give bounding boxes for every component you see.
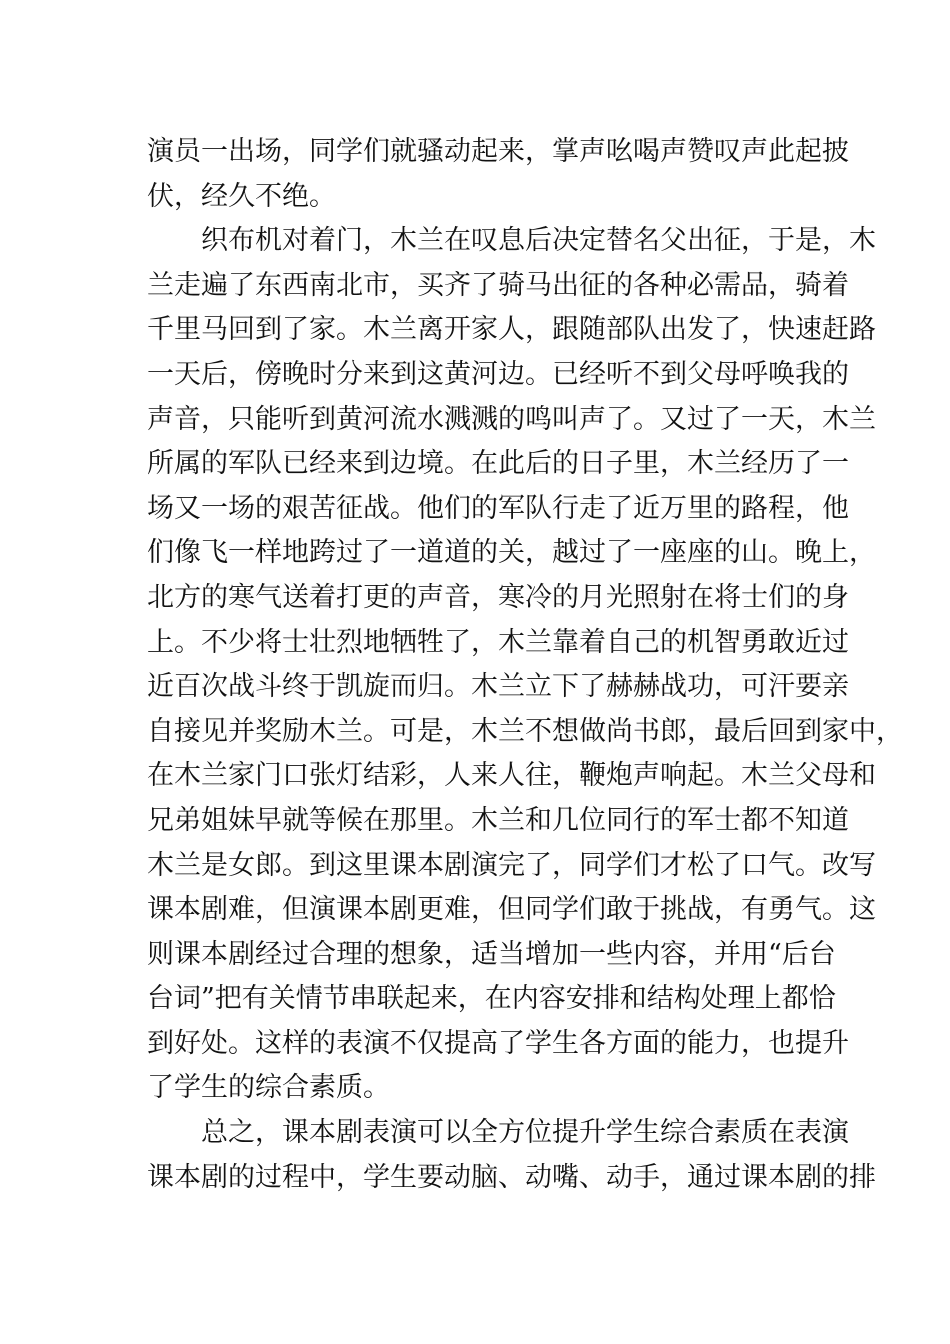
- text-line: 所属的军队已经来到边境。在此后的日子里，木兰经历了一: [147, 448, 849, 480]
- text-line: 声音，只能听到黄河流水溅溅的鸣叫声了。又过了一天，木兰: [147, 403, 876, 435]
- text-line: 近百次战斗终于凯旋而归。木兰立下了赫赫战功，可汗要亲: [147, 671, 849, 703]
- text-line: 到好处。这样的表演不仅提高了学生各方面的能力，也提升: [147, 1027, 849, 1059]
- text-line: 上。不少将士壮烈地牺牲了，木兰靠着自己的机智勇敢近过: [147, 626, 849, 658]
- text-line: 总之，课本剧表演可以全方位提升学生综合素质在表演: [201, 1117, 849, 1149]
- text-line: 场又一场的艰苦征战。他们的军队行走了近万里的路程，他: [147, 492, 849, 524]
- text-line: 则课本剧经过合理的想象，适当增加一些内容，并用“后台: [147, 938, 836, 970]
- text-line: 一天后，傍晚时分来到这黄河边。已经听不到父母呼唤我的: [147, 358, 849, 390]
- text-line: 课本剧难，但演课本剧更难，但同学们敢于挑战，有勇气。这: [147, 894, 876, 926]
- text-line: 伏，经久不绝。: [147, 180, 336, 212]
- text-line: 在木兰家门口张灯结彩，人来人往，鞭炮声响起。木兰父母和: [147, 760, 876, 792]
- text-line: 兄弟姐妹早就等候在那里。木兰和几位同行的军士都不知道: [147, 804, 849, 836]
- text-line: 课本剧的过程中，学生要动脑、动嘴、动手，通过课本剧的排: [147, 1161, 876, 1193]
- text-line: 千里马回到了家。木兰离开家人，跟随部队出发了，快速赶路: [147, 314, 876, 346]
- text-line: 北方的寒气送着打更的声音，寒冷的月光照射在将士们的身: [147, 581, 849, 613]
- text-line: 们像飞一样地跨过了一道道的关，越过了一座座的山。晚上，: [147, 537, 876, 569]
- text-line: 自接见并奖励木兰。可是，木兰不想做尚书郎，最后回到家中，: [147, 715, 903, 747]
- text-line: 兰走遍了东西南北市，买齐了骑马出征的各种必需品，骑着: [147, 269, 849, 301]
- text-line: 台词”把有关情节串联起来，在内容安排和结构处理上都恰: [147, 983, 836, 1015]
- body-text: [147, 130, 903, 1200]
- paragraph: [147, 219, 903, 1111]
- text-line: 了学生的综合素质。: [147, 1072, 390, 1104]
- text-line: 织布机对着门，木兰在叹息后决定替名父出征，于是，木: [201, 225, 876, 257]
- paragraph: [147, 130, 849, 219]
- text-line: 木兰是女郎。到这里课本剧演完了，同学们才松了口气。改写: [147, 849, 876, 881]
- paragraph: [147, 1111, 876, 1200]
- text-line: 演员一出场，同学们就骚动起来，掌声吆喝声赞叹声此起披: [147, 136, 849, 167]
